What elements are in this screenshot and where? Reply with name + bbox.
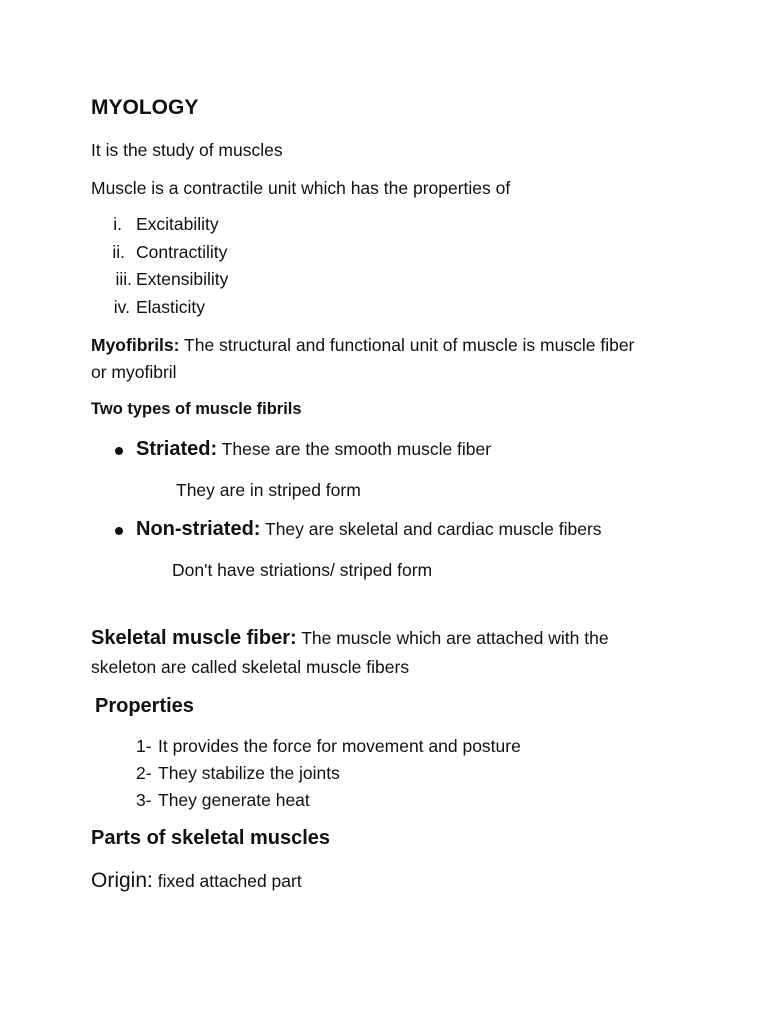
non-striated-label: Non-striated:	[136, 518, 261, 540]
origin-line	[91, 869, 302, 893]
two-types-heading: Two types of muscle fibrils	[91, 400, 302, 418]
non-striated-detail: Don't have striations/ striped form	[172, 560, 433, 580]
striated-label: Striated:	[136, 438, 218, 460]
list-marker: ii.	[112, 242, 125, 262]
myofibrils-text-continued: or myofibril	[91, 362, 177, 382]
list-marker: i.	[113, 214, 122, 234]
list-marker: iv.	[113, 297, 130, 317]
skeletal-text-continued: skeleton are called skeletal muscle fibers	[91, 657, 410, 677]
skeletal-label: Skeletal muscle fiber:	[91, 627, 297, 649]
origin-label: Origin:	[91, 869, 153, 892]
definition-text: It is the study of muscles	[91, 140, 283, 160]
skeletal-paragraph	[91, 627, 609, 650]
parts-heading: Parts of skeletal muscles	[91, 827, 331, 849]
striated-line	[136, 438, 491, 461]
striated-detail: They are in striped form	[176, 480, 361, 500]
list-item-text: Extensibility	[136, 269, 229, 289]
non-striated-line	[136, 518, 602, 541]
list-item-text: Contractility	[136, 242, 228, 262]
non-striated-text: They are skeletal and cardiac muscle fibers	[260, 519, 602, 539]
list-marker: 3-	[136, 790, 152, 810]
muscle-intro-text: Muscle is a contractile unit which has the properties of	[91, 178, 511, 198]
list-marker: iii.	[115, 269, 132, 289]
myofibrils-label: Myofibrils:	[91, 335, 180, 355]
properties-heading: Properties	[95, 695, 194, 717]
list-item-text: Excitability	[136, 214, 219, 234]
myofibrils-text: The structural and functional unit of muscle is muscle fiber	[179, 335, 635, 355]
list-item-text: They stabilize the joints	[158, 763, 340, 783]
striated-text: These are the smooth muscle fiber	[217, 439, 492, 459]
bullet-icon	[115, 447, 123, 455]
myofibrils-paragraph	[91, 335, 634, 356]
page-title: MYOLOGY	[91, 96, 199, 119]
origin-text: fixed attached part	[152, 871, 302, 891]
list-item-text: It provides the force for movement and posture	[158, 736, 521, 756]
list-marker: 2-	[136, 763, 152, 783]
bullet-icon	[115, 527, 123, 535]
list-item-text: They generate heat	[158, 790, 310, 810]
skeletal-text: The muscle which are attached with the	[296, 628, 609, 648]
list-item-text: Elasticity	[136, 297, 206, 317]
list-marker: 1-	[136, 736, 152, 756]
